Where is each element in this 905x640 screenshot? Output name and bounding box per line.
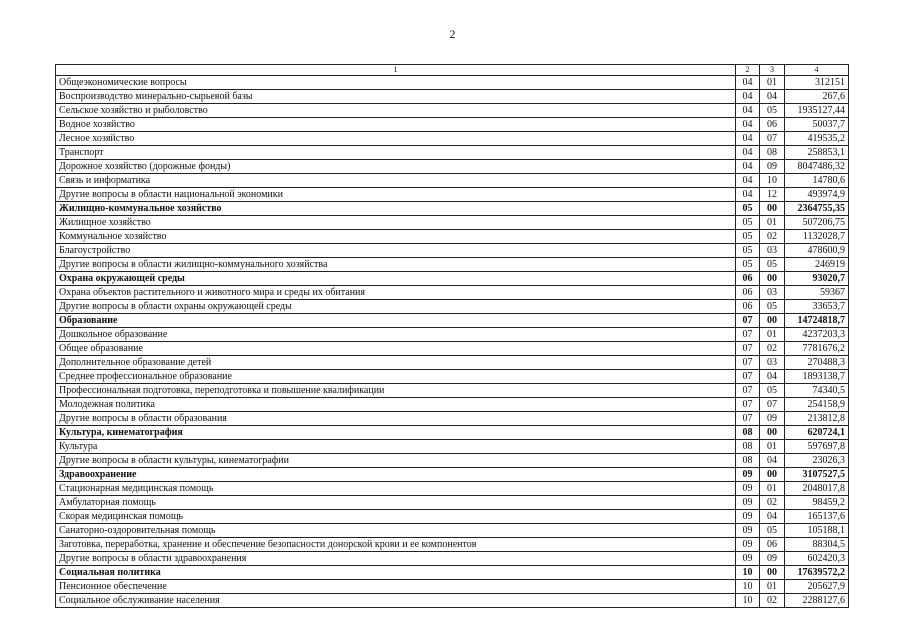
row-name: Связь и информатика xyxy=(56,174,736,188)
row-section-code: 08 xyxy=(736,426,760,440)
row-name: Другие вопросы в области национальной экономики xyxy=(56,188,736,202)
row-amount: 254158,9 xyxy=(785,398,849,412)
row-subsection-code: 09 xyxy=(760,552,785,566)
row-name: Санаторно-оздоровительная помощь xyxy=(56,524,736,538)
row-subsection-code: 04 xyxy=(760,90,785,104)
row-name: Жилищно-коммунальное хозяйство xyxy=(56,202,736,216)
row-amount: 597697,8 xyxy=(785,440,849,454)
row-amount: 246919 xyxy=(785,258,849,272)
row-name: Социальное обслуживание населения xyxy=(56,594,736,608)
table-row xyxy=(56,244,849,258)
row-name: Стационарная медицинская помощь xyxy=(56,482,736,496)
row-subsection-code: 09 xyxy=(760,412,785,426)
row-section-code: 04 xyxy=(736,76,760,90)
row-subsection-code: 08 xyxy=(760,146,785,160)
row-subsection-code: 01 xyxy=(760,482,785,496)
table-row xyxy=(56,510,849,524)
row-name: Скорая медицинская помощь xyxy=(56,510,736,524)
row-subsection-code: 09 xyxy=(760,160,785,174)
table-header-row xyxy=(56,65,849,76)
table-row xyxy=(56,314,849,328)
row-amount: 4237203,3 xyxy=(785,328,849,342)
table-row xyxy=(56,90,849,104)
row-subsection-code: 01 xyxy=(760,580,785,594)
row-name: Благоустройство xyxy=(56,244,736,258)
row-section-code: 07 xyxy=(736,328,760,342)
row-amount: 267,6 xyxy=(785,90,849,104)
table-row xyxy=(56,216,849,230)
row-name: Охрана окружающей среды xyxy=(56,272,736,286)
row-amount: 88304,5 xyxy=(785,538,849,552)
row-section-code: 04 xyxy=(736,118,760,132)
row-amount: 620724,1 xyxy=(785,426,849,440)
table-row xyxy=(56,146,849,160)
row-amount: 98459,2 xyxy=(785,496,849,510)
row-subsection-code: 01 xyxy=(760,76,785,90)
row-subsection-code: 03 xyxy=(760,286,785,300)
row-subsection-code: 07 xyxy=(760,132,785,146)
table-row xyxy=(56,566,849,580)
row-amount: 270488,3 xyxy=(785,356,849,370)
header-col-3: 3 xyxy=(760,65,785,76)
row-subsection-code: 03 xyxy=(760,244,785,258)
row-subsection-code: 00 xyxy=(760,566,785,580)
row-section-code: 08 xyxy=(736,440,760,454)
row-section-code: 04 xyxy=(736,132,760,146)
row-section-code: 07 xyxy=(736,398,760,412)
table-row xyxy=(56,580,849,594)
budget-table xyxy=(55,64,849,608)
row-subsection-code: 00 xyxy=(760,426,785,440)
row-section-code: 06 xyxy=(736,272,760,286)
row-subsection-code: 07 xyxy=(760,398,785,412)
row-amount: 213812,8 xyxy=(785,412,849,426)
row-amount: 2288127,6 xyxy=(785,594,849,608)
row-amount: 8047486,32 xyxy=(785,160,849,174)
row-amount: 312151 xyxy=(785,76,849,90)
row-section-code: 09 xyxy=(736,468,760,482)
row-name: Молодежная политика xyxy=(56,398,736,412)
row-name: Другие вопросы в области культуры, кинематографии xyxy=(56,454,736,468)
table-row xyxy=(56,118,849,132)
table-row xyxy=(56,104,849,118)
table-row xyxy=(56,482,849,496)
row-name: Дошкольное образование xyxy=(56,328,736,342)
table-row xyxy=(56,174,849,188)
row-name: Общее образование xyxy=(56,342,736,356)
table-row xyxy=(56,258,849,272)
header-col-2: 2 xyxy=(736,65,760,76)
row-amount: 7781676,2 xyxy=(785,342,849,356)
row-subsection-code: 02 xyxy=(760,594,785,608)
row-section-code: 09 xyxy=(736,552,760,566)
row-name: Амбулаторная помощь xyxy=(56,496,736,510)
row-name: Другие вопросы в области здравоохранения xyxy=(56,552,736,566)
row-subsection-code: 00 xyxy=(760,314,785,328)
row-amount: 205627,9 xyxy=(785,580,849,594)
row-amount: 59367 xyxy=(785,286,849,300)
row-section-code: 06 xyxy=(736,300,760,314)
table-row xyxy=(56,202,849,216)
row-subsection-code: 00 xyxy=(760,272,785,286)
table-row xyxy=(56,398,849,412)
row-subsection-code: 01 xyxy=(760,440,785,454)
row-subsection-code: 01 xyxy=(760,328,785,342)
row-subsection-code: 04 xyxy=(760,510,785,524)
row-subsection-code: 12 xyxy=(760,188,785,202)
row-section-code: 07 xyxy=(736,384,760,398)
row-name: Образование xyxy=(56,314,736,328)
row-name: Дорожное хозяйство (дорожные фонды) xyxy=(56,160,736,174)
row-subsection-code: 05 xyxy=(760,300,785,314)
row-section-code: 10 xyxy=(736,594,760,608)
row-name: Дополнительное образование детей xyxy=(56,356,736,370)
row-amount: 23026,3 xyxy=(785,454,849,468)
table-row xyxy=(56,188,849,202)
table-row xyxy=(56,356,849,370)
header-col-4: 4 xyxy=(785,65,849,76)
row-subsection-code: 06 xyxy=(760,538,785,552)
row-subsection-code: 03 xyxy=(760,356,785,370)
row-name: Здравоохранение xyxy=(56,468,736,482)
row-subsection-code: 04 xyxy=(760,370,785,384)
row-name: Другие вопросы в области жилищно-коммунального хозяйства xyxy=(56,258,736,272)
table-row xyxy=(56,454,849,468)
row-amount: 258853,1 xyxy=(785,146,849,160)
row-name: Среднее профессиональное образование xyxy=(56,370,736,384)
row-amount: 507206,75 xyxy=(785,216,849,230)
row-name: Жилищное хозяйство xyxy=(56,216,736,230)
row-subsection-code: 06 xyxy=(760,118,785,132)
row-amount: 1935127,44 xyxy=(785,104,849,118)
row-amount: 165137,6 xyxy=(785,510,849,524)
row-section-code: 09 xyxy=(736,510,760,524)
row-name: Коммунальное хозяйство xyxy=(56,230,736,244)
table-row xyxy=(56,286,849,300)
row-amount: 93020,7 xyxy=(785,272,849,286)
row-section-code: 07 xyxy=(736,370,760,384)
row-section-code: 07 xyxy=(736,314,760,328)
row-subsection-code: 05 xyxy=(760,104,785,118)
row-section-code: 04 xyxy=(736,160,760,174)
table-row xyxy=(56,412,849,426)
table-row xyxy=(56,76,849,90)
row-section-code: 05 xyxy=(736,202,760,216)
row-amount: 2048017,8 xyxy=(785,482,849,496)
row-section-code: 04 xyxy=(736,90,760,104)
table-row xyxy=(56,384,849,398)
row-amount: 33653,7 xyxy=(785,300,849,314)
row-name: Сельское хозяйство и рыболовство xyxy=(56,104,736,118)
table-row xyxy=(56,272,849,286)
row-section-code: 05 xyxy=(736,216,760,230)
row-amount: 50037,7 xyxy=(785,118,849,132)
table-row xyxy=(56,538,849,552)
table-row xyxy=(56,370,849,384)
row-amount: 478600,9 xyxy=(785,244,849,258)
row-amount: 14724818,7 xyxy=(785,314,849,328)
row-name: Лесное хозяйство xyxy=(56,132,736,146)
row-subsection-code: 04 xyxy=(760,454,785,468)
row-section-code: 09 xyxy=(736,496,760,510)
row-amount: 1893138,7 xyxy=(785,370,849,384)
row-name: Другие вопросы в области охраны окружающей среды xyxy=(56,300,736,314)
row-amount: 17639572,2 xyxy=(785,566,849,580)
row-section-code: 04 xyxy=(736,174,760,188)
row-name: Охрана объектов растительного и животного мира и среды их обитания xyxy=(56,286,736,300)
table-row xyxy=(56,300,849,314)
row-section-code: 10 xyxy=(736,580,760,594)
row-section-code: 05 xyxy=(736,244,760,258)
row-amount: 419535,2 xyxy=(785,132,849,146)
row-section-code: 09 xyxy=(736,524,760,538)
header-col-1: 1 xyxy=(56,65,736,76)
row-subsection-code: 10 xyxy=(760,174,785,188)
row-section-code: 07 xyxy=(736,342,760,356)
row-subsection-code: 02 xyxy=(760,342,785,356)
row-name: Пенсионное обеспечение xyxy=(56,580,736,594)
row-section-code: 05 xyxy=(736,258,760,272)
row-section-code: 04 xyxy=(736,104,760,118)
row-amount: 1132028,7 xyxy=(785,230,849,244)
table-row xyxy=(56,328,849,342)
row-section-code: 06 xyxy=(736,286,760,300)
row-name: Заготовка, переработка, хранение и обеспечение безопасности донорской крови и ее компонентов xyxy=(56,538,736,552)
row-subsection-code: 00 xyxy=(760,202,785,216)
row-amount: 602420,3 xyxy=(785,552,849,566)
table-row xyxy=(56,160,849,174)
table-row xyxy=(56,342,849,356)
page-number: 2 xyxy=(449,27,456,41)
row-section-code: 09 xyxy=(736,482,760,496)
row-section-code: 07 xyxy=(736,412,760,426)
row-amount: 14780,6 xyxy=(785,174,849,188)
row-subsection-code: 00 xyxy=(760,468,785,482)
row-name: Социальная политика xyxy=(56,566,736,580)
table-row xyxy=(56,230,849,244)
budget-table-body xyxy=(56,65,849,608)
row-name: Воспроизводство минерально-сырьевой базы xyxy=(56,90,736,104)
row-section-code: 09 xyxy=(736,538,760,552)
row-subsection-code: 01 xyxy=(760,216,785,230)
row-name: Другие вопросы в области образования xyxy=(56,412,736,426)
row-subsection-code: 02 xyxy=(760,496,785,510)
row-name: Транспорт xyxy=(56,146,736,160)
row-section-code: 08 xyxy=(736,454,760,468)
row-subsection-code: 05 xyxy=(760,258,785,272)
table-row xyxy=(56,468,849,482)
row-subsection-code: 05 xyxy=(760,384,785,398)
table-row xyxy=(56,524,849,538)
table-row xyxy=(56,552,849,566)
row-name: Водное хозяйство xyxy=(56,118,736,132)
row-name: Культура, кинематография xyxy=(56,426,736,440)
row-amount: 493974,9 xyxy=(785,188,849,202)
row-section-code: 04 xyxy=(736,188,760,202)
row-section-code: 05 xyxy=(736,230,760,244)
row-name: Общеэкономические вопросы xyxy=(56,76,736,90)
table-row xyxy=(56,426,849,440)
row-subsection-code: 05 xyxy=(760,524,785,538)
row-section-code: 10 xyxy=(736,566,760,580)
table-row xyxy=(56,440,849,454)
row-section-code: 04 xyxy=(736,146,760,160)
row-section-code: 07 xyxy=(736,356,760,370)
row-name: Культура xyxy=(56,440,736,454)
row-name: Профессиональная подготовка, переподготовка и повышение квалификации xyxy=(56,384,736,398)
table-row xyxy=(56,132,849,146)
row-amount: 74340,5 xyxy=(785,384,849,398)
row-amount: 3107527,5 xyxy=(785,468,849,482)
row-subsection-code: 02 xyxy=(760,230,785,244)
row-amount: 2364755,35 xyxy=(785,202,849,216)
table-row xyxy=(56,496,849,510)
row-amount: 105188,1 xyxy=(785,524,849,538)
table-row xyxy=(56,594,849,608)
